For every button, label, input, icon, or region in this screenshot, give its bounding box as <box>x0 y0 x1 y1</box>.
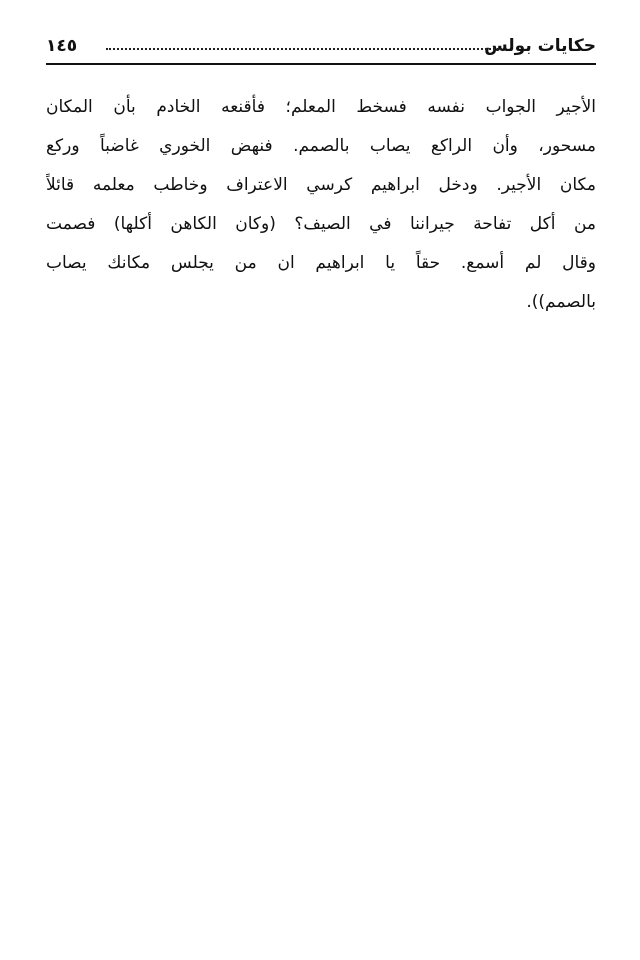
text-line: الأجير الجواب نفسه فسخط المعلم؛ فأقنعه الخادم بأن المكان <box>46 97 596 117</box>
header-rule <box>46 63 596 65</box>
body-paragraph <box>46 88 596 322</box>
text-line: مكان الأجير. ودخل ابراهيم كرسي الاعتراف وخاطب معلمه قائلاً <box>46 175 596 195</box>
page-number: ١٤٥ <box>46 36 78 56</box>
text-line: بالصمم)). <box>526 292 596 312</box>
text-line: مسحور، وأن الراكع يصاب بالصمم. فنهض الخوري غاضباً وركع <box>46 136 596 156</box>
leader-dots <box>106 48 502 50</box>
text-line: من أكل تفاحة جيراننا في الصيف؟ (وكان الكاهن أكلها) فصمت <box>46 214 596 234</box>
text-line: وقال لم أسمع. حقاً يا ابراهيم ان من يجلس مكانك يصاب <box>46 253 596 273</box>
book-title: حكايات بولس <box>484 36 596 56</box>
running-header <box>46 30 596 64</box>
